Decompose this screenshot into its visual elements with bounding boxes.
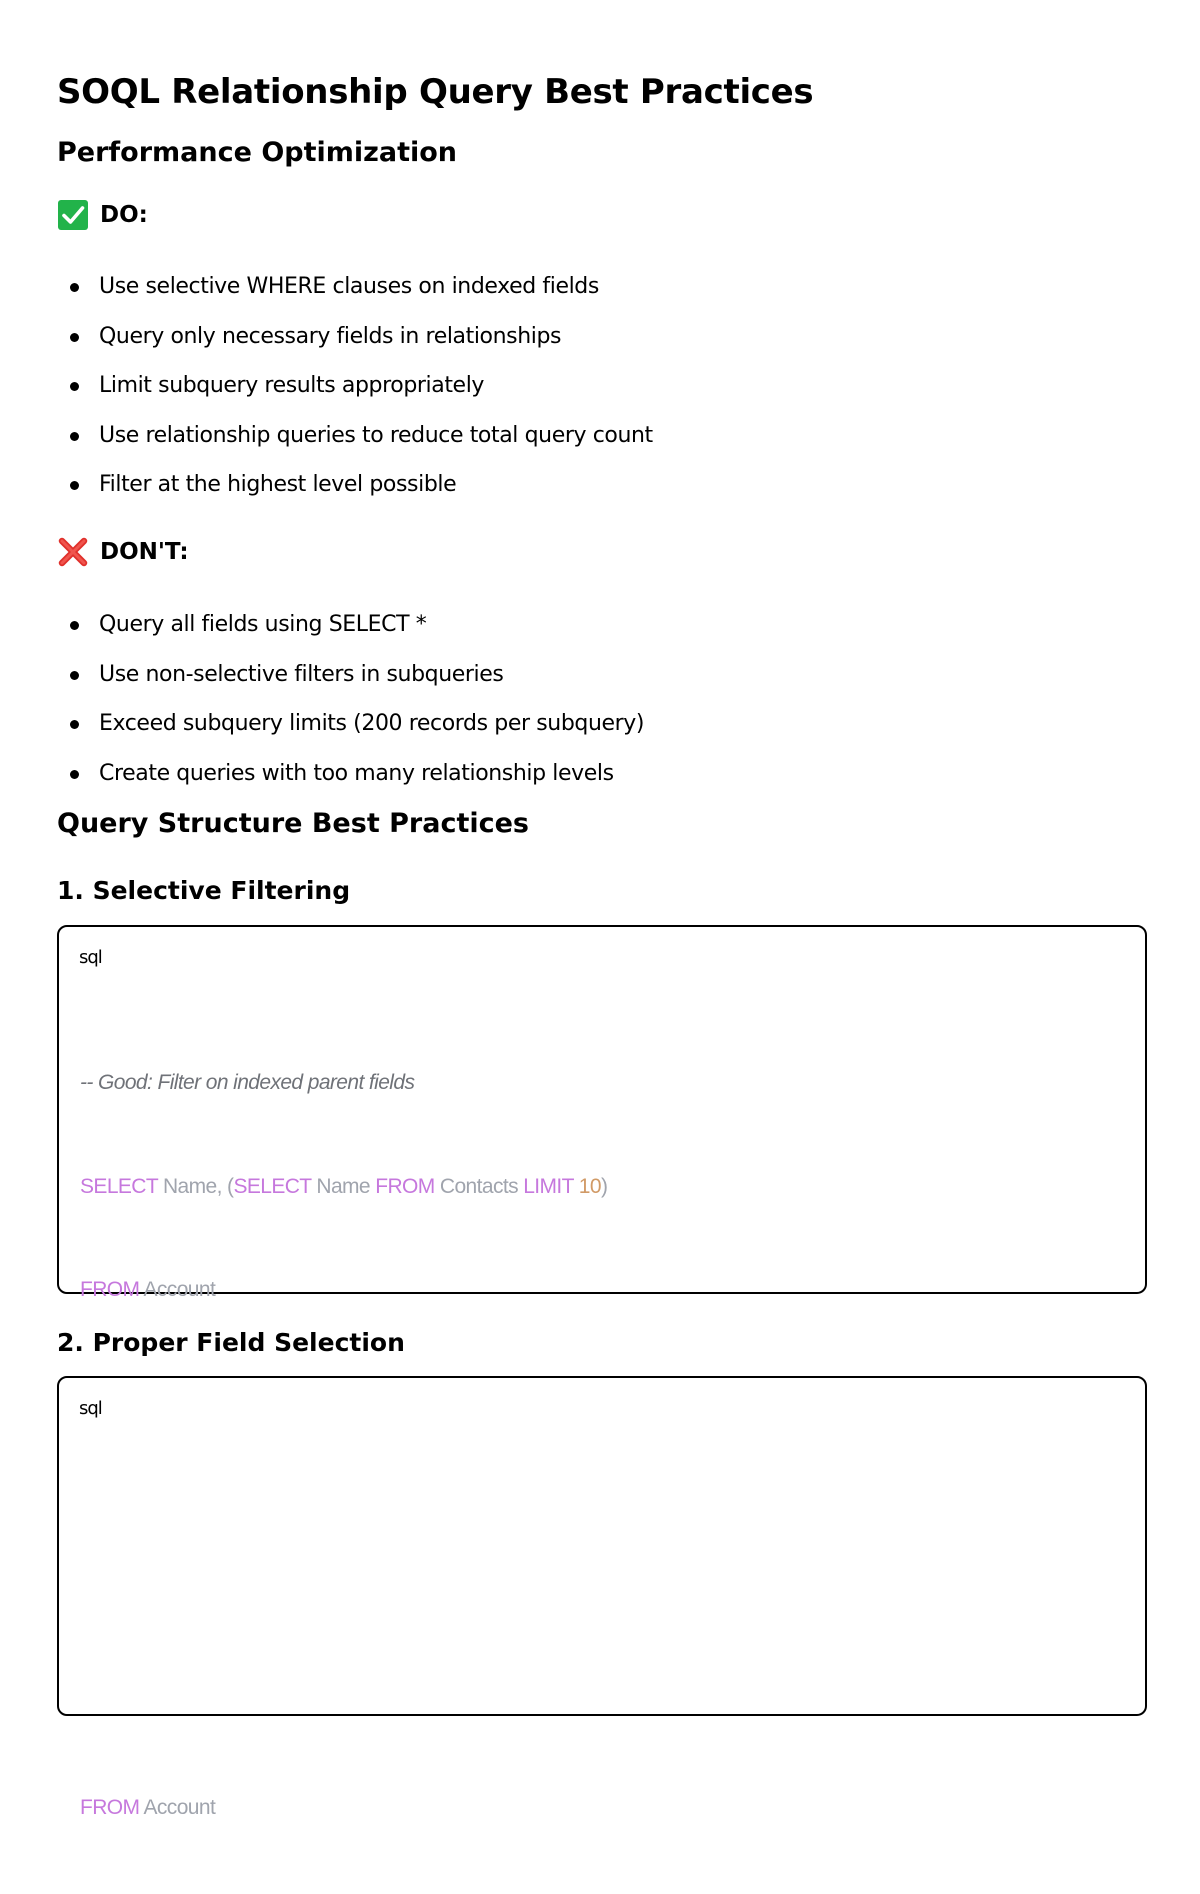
code-keyword: SELECT (233, 1174, 312, 1198)
step-heading-proper-field-selection: 2. Proper Field Selection (57, 1328, 405, 1357)
code-keyword: FROM (80, 1278, 140, 1301)
code-line (80, 1170, 607, 1205)
check-mark-icon (57, 199, 89, 231)
code-language-label: sql (79, 947, 102, 968)
code-text: Account (139, 1795, 216, 1819)
section-heading-performance: Performance Optimization (57, 137, 458, 168)
step-heading-selective-filtering: 1. Selective Filtering (57, 876, 351, 905)
code-number: 10 (578, 1174, 601, 1198)
code-line (80, 1273, 607, 1308)
code-text: Account (139, 1278, 216, 1301)
code-text: Name (311, 1174, 376, 1198)
dont-list (57, 600, 644, 798)
code-keyword: FROM (375, 1174, 435, 1198)
list-item: Exceed subquery limits (200 records per subquery) (57, 699, 644, 749)
code-language-label: sql (79, 1398, 102, 1419)
code-keyword: LIMIT (523, 1174, 574, 1198)
list-item: Use selective WHERE clauses on indexed fields (57, 262, 653, 312)
code-text: Name, ( (157, 1174, 234, 1198)
code-line (80, 1791, 607, 1826)
list-item: Create queries with too many relationship levels (57, 749, 644, 799)
code-text: ) (600, 1174, 608, 1198)
code-keyword: FROM (80, 1795, 140, 1819)
list-item: Query all fields using SELECT * (57, 600, 644, 650)
page-title: SOQL Relationship Query Best Practices (57, 72, 814, 112)
list-item: Query only necessary fields in relationships (57, 312, 653, 362)
code-block-proper-field-selection (57, 1376, 1147, 1716)
list-item: Filter at the highest level possible (57, 460, 653, 510)
list-item: Limit subquery results appropriately (57, 361, 653, 411)
code-comment: -- Good: Filter on indexed parent fields (80, 1071, 415, 1094)
list-item: Use non-selective filters in subqueries (57, 650, 644, 700)
code-text: Contacts (434, 1174, 524, 1198)
do-label: DO: (100, 202, 148, 228)
dont-label: DON'T: (100, 539, 189, 565)
code-keyword: SELECT (80, 1174, 158, 1198)
do-list (57, 262, 653, 510)
cross-mark-icon (57, 536, 89, 568)
document-page (57, 0, 1153, 1819)
do-subheading (57, 199, 148, 231)
dont-subheading (57, 536, 189, 568)
section-heading-structure: Query Structure Best Practices (57, 808, 529, 839)
list-item: Use relationship queries to reduce total query count (57, 411, 653, 461)
